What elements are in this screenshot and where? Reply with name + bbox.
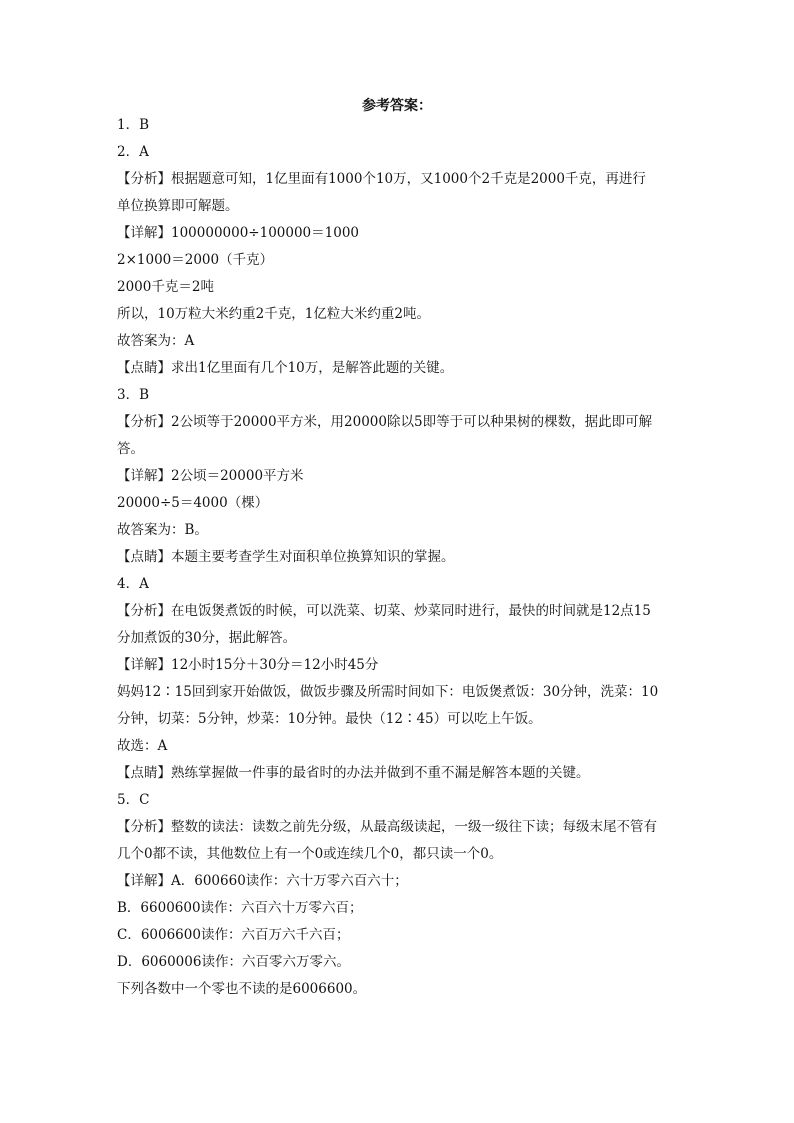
text-line: 妈妈12∶15回到家开始做饭，做饭步骤及所需时间如下：电饭煲煮饭：30分钟，洗菜：10: [117, 684, 659, 700]
text-line: B．6600600读作：六百六十万零六百；: [117, 900, 363, 916]
text-line: 答。: [117, 441, 144, 457]
text-line: 【点睛】求出1亿里面有几个10万，是解答此题的关键。: [117, 360, 454, 376]
text-line: 故答案为：A: [117, 333, 195, 349]
text-line: 1．B: [117, 117, 150, 133]
text-line: C．6006600读作：六百万六千六百；: [117, 927, 350, 943]
text-line: 【点睛】熟练掌握做一件事的最省时的办法并做到不重不漏是解答本题的关键。: [117, 765, 590, 781]
text-line: 几个0都不读，其他数位上有一个0或连续几个0，都只读一个0。: [117, 846, 503, 862]
page-title: 参考答案：: [362, 98, 432, 114]
text-line: 【详解】2公顷＝20000平方米: [117, 468, 304, 484]
text-line: 5．C: [117, 792, 150, 808]
text-line: 2×1000＝2000（千克）: [117, 252, 274, 268]
text-line: 20000÷5＝4000（棵）: [117, 495, 269, 511]
text-line: 2000千克＝2吨: [117, 279, 214, 295]
text-line: 分加煮饭的30分，据此解答。: [117, 630, 297, 646]
text-line: 【详解】12小时15分＋30分＝12小时45分: [117, 657, 379, 673]
text-line: 【点睛】本题主要考查学生对面积单位换算知识的掌握。: [117, 549, 455, 565]
text-line: 【分析】在电饭煲煮饭的时候，可以洗菜、切菜、炒菜同时进行，最快的时间就是12点15: [117, 603, 651, 619]
text-line: 【分析】整数的读法：读数之前先分级，从最高级读起，一级一级往下读；每级末尾不管有: [117, 819, 657, 835]
text-line: 【分析】根据题意可知，1亿里面有1000个10万，又1000个2千克是2000千克，再进行: [117, 171, 646, 187]
text-line: 【分析】2公顷等于20000平方米，用20000除以5即等于可以种果树的棵数，据此即可解: [117, 414, 653, 430]
text-line: 下列各数中一个零也不读的是6006600。: [117, 981, 367, 997]
text-line: 分钟，切菜：5分钟，炒菜：10分钟。最快（12∶45）可以吃上午饭。: [117, 711, 542, 727]
text-line: 所以，10万粒大米约重2千克，1亿粒大米约重2吨。: [117, 306, 430, 322]
text-line: 4．A: [117, 576, 149, 592]
text-line: 单位换算即可解题。: [117, 198, 239, 214]
text-line: 3．B: [117, 387, 150, 403]
text-line: 2．A: [117, 144, 149, 160]
text-line: D．6060006读作：六百零六万零六。: [117, 954, 350, 970]
text-line: 故答案为：B。: [117, 522, 208, 538]
text-line: 故选：A: [117, 738, 168, 754]
text-line: 【详解】A．600660读作：六十万零六百六十；: [117, 873, 408, 889]
text-line: 【详解】100000000÷100000＝1000: [117, 225, 360, 241]
answer-content: [117, 112, 682, 1003]
